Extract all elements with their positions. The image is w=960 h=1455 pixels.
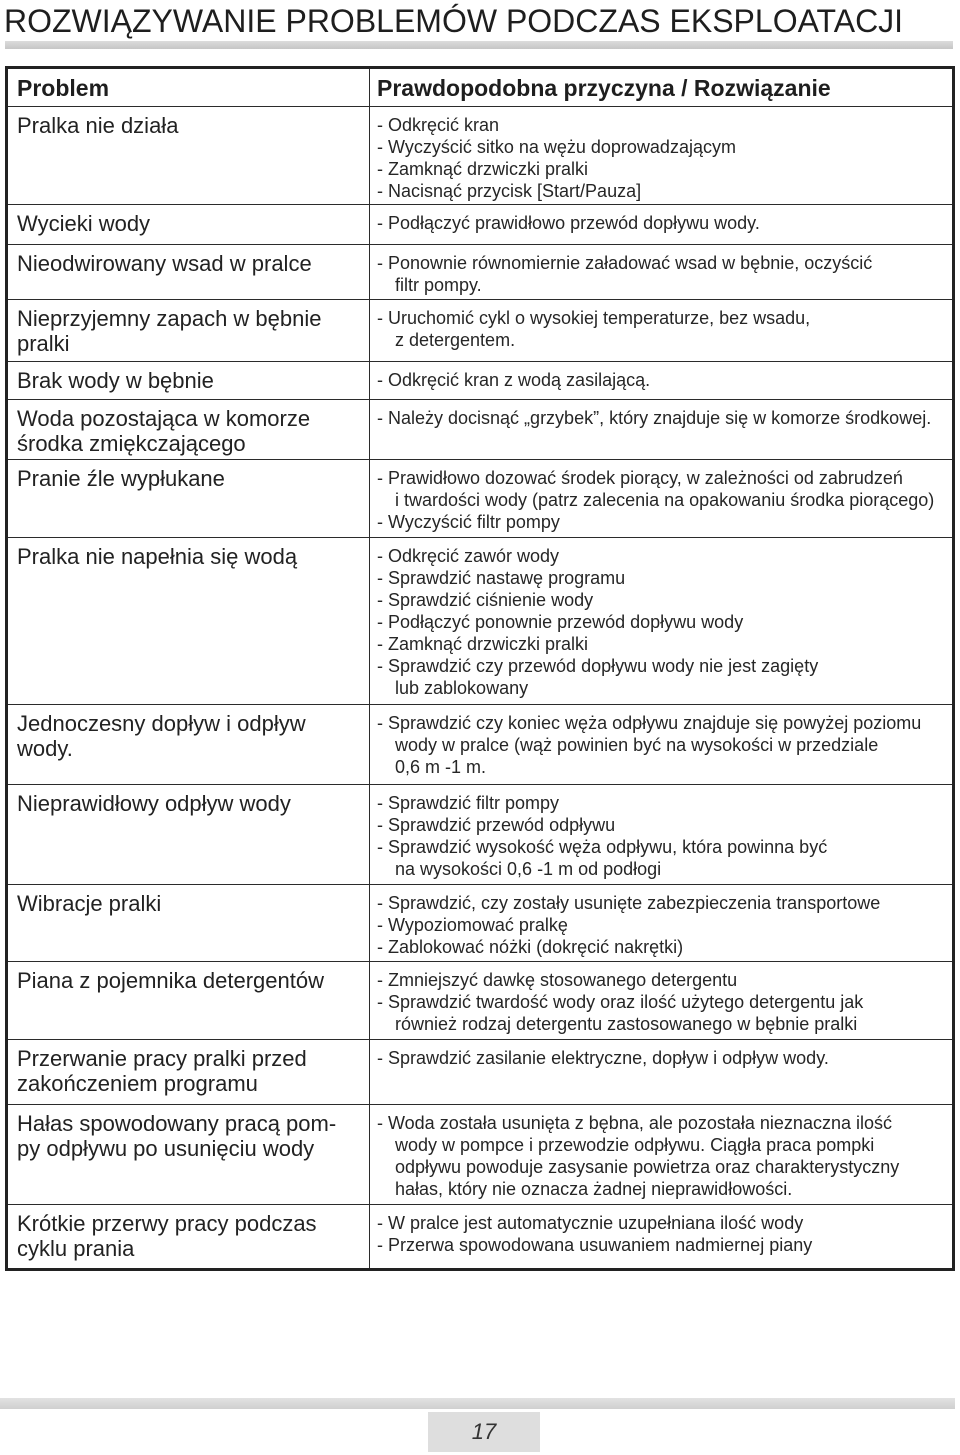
table-row: [8, 1105, 952, 1205]
problem-text: Woda pozostająca w komorze: [17, 406, 311, 431]
problem-cell: [8, 1040, 370, 1104]
solution-line: - Sprawdzić nastawę programu: [377, 568, 626, 588]
problem-text: pralki: [17, 331, 70, 356]
problem-cell: [8, 705, 370, 784]
solution-line: - Wyczyścić sitko na wężu doprowadzającym: [377, 137, 736, 157]
troubleshooting-table: [5, 66, 955, 1271]
solution-line: i twardości wody (patrz zalecenia na opakowaniu środka piorącego): [395, 490, 935, 510]
problem-text: Pralka nie działa: [17, 113, 179, 138]
problem-cell: [8, 300, 370, 361]
table-row: [8, 400, 952, 460]
table-row: [8, 107, 952, 205]
table-row: [8, 538, 952, 705]
solution-line: - Przerwa spowodowana usuwaniem nadmiernej piany: [377, 1235, 813, 1255]
page-number: 17: [471, 1419, 497, 1444]
table-row: [8, 460, 952, 538]
solution-line: wody w pompce i przewodzie odpływu. Ciągła praca pompki: [395, 1135, 875, 1155]
problem-text: Nieprawidłowy odpływ wody: [17, 791, 291, 816]
table-row: [8, 705, 952, 785]
problem-text: Hałas spowodowany pracą pom-: [17, 1111, 337, 1136]
solution-line: - Sprawdzić filtr pompy: [377, 793, 560, 813]
problem-cell: [8, 962, 370, 1039]
solution-line: - Sprawdzić twardość wody oraz ilość użytego detergentu jak: [377, 992, 864, 1012]
solution-cell: [370, 538, 952, 704]
problem-text: Pranie źle wypłukane: [17, 466, 225, 491]
problem-text: Brak wody w bębnie: [17, 368, 214, 393]
solution-line: również rodzaj detergentu zastosowanego w bębnie pralki: [395, 1014, 858, 1034]
solution-cell: [370, 885, 952, 961]
problem-cell: [8, 245, 370, 299]
solution-line: - Wyczyścić filtr pompy: [377, 512, 560, 532]
solution-cell: [370, 107, 952, 204]
problem-cell: [8, 1105, 370, 1204]
problem-cell: [8, 400, 370, 459]
problem-cell: [8, 785, 370, 884]
solution-line: - Woda została usunięta z bębna, ale pozostała nieznaczna ilość: [377, 1113, 892, 1133]
solution-line: - Podłączyć ponownie przewód dopływu wody: [377, 612, 744, 632]
solution-line: - Sprawdzić wysokość węża odpływu, która powinna być: [377, 837, 828, 857]
solution-line: - Zmniejszyć dawkę stosowanego detergentu: [377, 970, 738, 990]
solution-line: - Zamknąć drzwiczki pralki: [377, 159, 589, 179]
problem-text: Przerwanie pracy pralki przed: [17, 1046, 307, 1071]
problem-text: Nieodwirowany wsad w pralce: [17, 251, 312, 276]
footer-divider: [0, 1398, 955, 1409]
solution-line: - Zamknąć drzwiczki pralki: [377, 634, 589, 654]
problem-text: py odpływu po usunięciu wody: [17, 1136, 315, 1161]
solution-line: - Ponownie równomiernie załadować wsad w bębnie, oczyścić: [377, 253, 873, 273]
table-row: [8, 300, 952, 362]
solution-line: - Sprawdzić, czy zostały usunięte zabezpieczenia transportowe: [377, 893, 881, 913]
solution-cell: [370, 245, 952, 299]
table-row: [8, 785, 952, 885]
solution-cell: [370, 205, 952, 244]
problem-text: wody.: [17, 736, 73, 761]
title-divider: [5, 41, 953, 49]
problem-text: środka zmiękczającego: [17, 431, 246, 456]
solution-cell: [370, 705, 952, 784]
table-row: [8, 245, 952, 300]
problem-text: zakończeniem programu: [17, 1071, 258, 1096]
solution-line: - Odkręcić kran: [377, 115, 500, 135]
problem-text: Nieprzyjemny zapach w bębnie: [17, 306, 322, 331]
solution-line: - Sprawdzić przewód odpływu: [377, 815, 616, 835]
problem-cell: [8, 362, 370, 399]
solution-cell: [370, 400, 952, 459]
solution-line: - Prawidłowo dozować środek piorący, w zależności od zabrudzeń: [377, 468, 903, 488]
table-row: [8, 362, 952, 400]
header-problem: Problem: [8, 69, 370, 106]
problem-text: Wycieki wody: [17, 211, 151, 236]
problem-cell: [8, 538, 370, 704]
problem-text: Wibracje pralki: [17, 891, 162, 916]
solution-line: 0,6 m -1 m.: [395, 757, 487, 777]
table-row: [8, 885, 952, 962]
solution-line: - Sprawdzić czy koniec węża odpływu znajduje się powyżej poziomu: [377, 713, 922, 733]
solution-line: filtr pompy.: [395, 275, 482, 295]
solution-line: - Sprawdzić zasilanie elektryczne, dopływ i odpływ wody.: [377, 1048, 829, 1068]
solution-line: - Wypoziomować pralkę: [377, 915, 568, 935]
solution-line: - Nacisnąć przycisk [Start/Pauza]: [377, 181, 642, 201]
solution-line: - Sprawdzić ciśnienie wody: [377, 590, 594, 610]
solution-line: - Uruchomić cykl o wysokiej temperaturze, bez wsadu,: [377, 308, 811, 328]
solution-cell: [370, 300, 952, 361]
solution-cell: [370, 1105, 952, 1204]
problem-cell: [8, 460, 370, 537]
solution-line: na wysokości 0,6 -1 m od podłogi: [395, 859, 662, 879]
solution-cell: [370, 460, 952, 537]
solution-line: lub zablokowany: [395, 678, 529, 698]
solution-line: wody w pralce (wąż powinien być na wysokości w przedziale: [395, 735, 879, 755]
page-number-box: [428, 1412, 540, 1452]
solution-line: - Należy docisnąć „grzybek”, który znajduje się w komorze środkowej.: [377, 408, 932, 428]
problem-text: cyklu prania: [17, 1236, 135, 1261]
solution-line: hałas, który nie oznacza żadnej nieprawidłowości.: [395, 1179, 793, 1199]
solution-line: - Odkręcić kran z wodą zasilającą.: [377, 370, 651, 390]
solution-cell: [370, 1205, 952, 1268]
problem-text: Pralka nie napełnia się wodą: [17, 544, 298, 569]
solution-line: odpływu powoduje zasysanie powietrza oraz charakterystyczny: [395, 1157, 900, 1177]
solution-line: - W pralce jest automatycznie uzupełniana ilość wody: [377, 1213, 804, 1233]
table-row: [8, 1205, 952, 1268]
problem-text: Jednoczesny dopływ i odpływ: [17, 711, 306, 736]
problem-cell: [8, 885, 370, 961]
solution-line: - Sprawdzić czy przewód dopływu wody nie jest zagięty: [377, 656, 819, 676]
solution-cell: [370, 362, 952, 399]
solution-cell: [370, 962, 952, 1039]
problem-cell: [8, 107, 370, 204]
solution-line: - Zablokować nóżki (dokręcić nakrętki): [377, 937, 684, 957]
solution-cell: [370, 785, 952, 884]
solution-line: z detergentem.: [395, 330, 516, 350]
solution-line: - Podłączyć prawidłowo przewód dopływu wody.: [377, 213, 760, 233]
table-row: [8, 1040, 952, 1105]
table-row: [8, 962, 952, 1040]
solution-cell: [370, 1040, 952, 1104]
problem-cell: [8, 1205, 370, 1268]
problem-cell: [8, 205, 370, 244]
solution-line: - Odkręcić zawór wody: [377, 546, 560, 566]
problem-text: Krótkie przerwy pracy podczas: [17, 1211, 317, 1236]
table-header-row: [8, 69, 952, 107]
header-solution: Prawdopodobna przyczyna / Rozwiązanie: [377, 75, 831, 101]
table-row: [8, 205, 952, 245]
problem-text: Piana z pojemnika detergentów: [17, 968, 324, 993]
page-title: ROZWIĄZYWANIE PROBLEMÓW PODCZAS EKSPLOATACJI: [4, 3, 904, 39]
